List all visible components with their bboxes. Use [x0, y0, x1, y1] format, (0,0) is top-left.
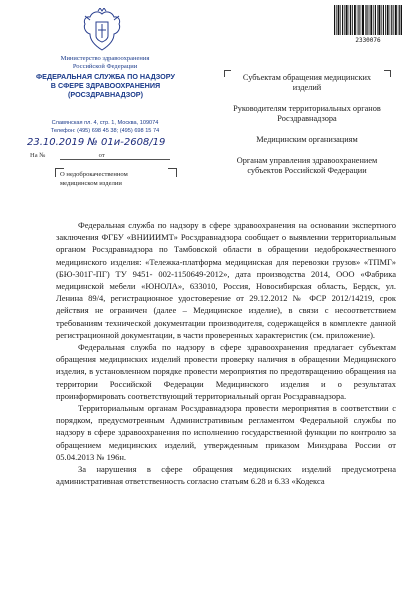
- na-label: На №: [30, 152, 46, 159]
- agency-line-2: В СФЕРЕ ЗДРАВООХРАНЕНИЯ: [50, 81, 161, 90]
- recipient-item: Руководителям территориальных органов Росздравнадзора: [233, 104, 381, 123]
- address-line-1: Славянская пл. 4, стр. 1, Москва, 109074: [51, 120, 159, 126]
- body-paragraph: За нарушения в сфере обращения медицинских изделий предусмотрена административная ответственность согласно статьям 6.28 и 6.33 «Кодекса: [56, 464, 396, 487]
- body-paragraph: Федеральная служба по надзору в сфере здравоохранения предлагает субъектам обращения медицинских изделий провести проверку наличия в обращении Медицинского изделия, в установленном порядке провести мероприятия по предотвращению обращения на территории Российской Федерации Медицинского изделия и о результатах проинформировать соответствующий территориальный орган Росздравнадзора.: [56, 342, 396, 401]
- recipients-bracket-right: [384, 70, 391, 77]
- reference-rule: [60, 159, 170, 160]
- subject-line-1: О недоброкачественном: [60, 171, 128, 178]
- body-paragraph: Территориальным органам Росздравнадзора провести мероприятия в соответствии с порядком, предусмотренным Административным регламентом Федеральной службы по надзору в сфере здравоохранения по исполнению государственной функции по контролю за обращением медицинских изделий, утвержденным приказом Минздрава России от 05.04.2013 № 196н.: [56, 403, 396, 462]
- coat-of-arms-icon: [80, 8, 124, 54]
- agency-name: [28, 72, 183, 99]
- ot-label: от: [98, 152, 105, 159]
- ministry-name: [30, 55, 180, 71]
- address-line-2: Телефон: (495) 698 45 38; (495) 698 15 74: [50, 127, 160, 134]
- handwritten-date-number: 23.10.2019 № 01и-2608/19: [27, 137, 166, 148]
- ministry-line-2: Российской Федерации: [72, 63, 138, 70]
- recipients-block: [232, 73, 382, 187]
- reference-line: [30, 152, 105, 159]
- agency-line-1: ФЕДЕРАЛЬНАЯ СЛУЖБА ПО НАДЗОРУ: [36, 72, 175, 81]
- recipient-item: Субъектам обращения медицинских изделий: [242, 73, 372, 92]
- letter-body: [56, 219, 396, 487]
- agency-address: [30, 120, 180, 135]
- recipients-bracket-left: [224, 70, 231, 77]
- barcode-number: 2330076: [355, 37, 381, 44]
- barcode-icon: [334, 5, 402, 35]
- ministry-line-1: Министерство здравоохранения: [60, 55, 150, 62]
- recipient-item: Медицинским организациям: [256, 135, 358, 144]
- letter-subject: [60, 171, 170, 188]
- subject-line-2: медицинском изделии: [60, 179, 122, 187]
- recipient-item: Органам управления здравоохранением субъектов Российской Федерации: [236, 156, 378, 175]
- agency-line-3: (РОСЗДРАВНАДЗОР): [68, 90, 143, 99]
- body-paragraph: Федеральная служба по надзору в сфере здравоохранения на основании экспертного заключения ФГБУ «ВНИИИМТ» Росздравнадзора сообщает о выявлении территориальным органом Росздравнадзора по Тамбовской области в обращении недоброкачественного медицинского изделия: «Тележка-платформа медицинская для перевозки грузов» «ТПМГ» (БЮ-301Г-ПГ) ТУ 9451- 002-1150649-2012», дата производства 2014, ООО «Фабрика медицинской мебели «ЮНОЛА», 633010, Россия, Новосибирская область, Бердск, ул. Ленина 89/4, регистрационное удостоверение от 29.12.2012 № ФСР 2012/14219, срок действия не ограничен (далее – Медицинское изделие), в связи с несоответствием требованиям технической документации производителя, содержащейся в комплекте данной регистрационной документации, в части проверенных характеристик (см. приложение).: [56, 220, 396, 340]
